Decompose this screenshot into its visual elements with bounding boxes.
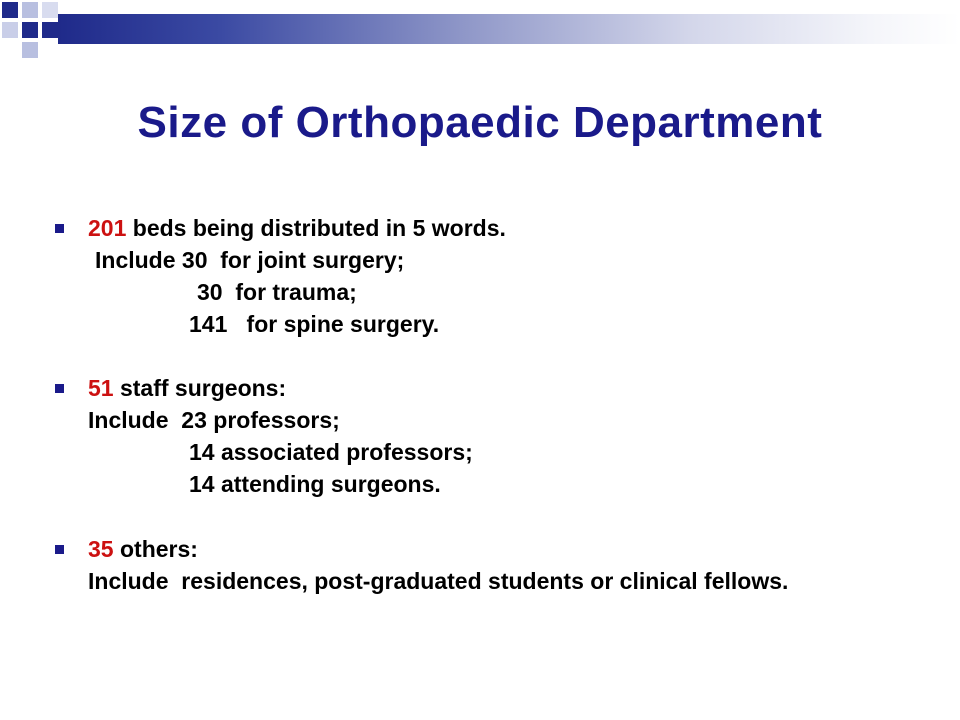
highlight-number: 201 (88, 215, 127, 241)
sub-line: 30 for trauma; (197, 279, 357, 305)
bullet-marker (55, 384, 64, 393)
sub-line: 141 for spine surgery. (189, 311, 440, 337)
bullet-line (88, 373, 286, 403)
bullet-marker (55, 224, 64, 233)
bullet-line (88, 213, 506, 243)
highlight-number: 51 (88, 375, 114, 401)
slide-title: Size of Orthopaedic Department (137, 98, 823, 147)
sub-line: Include 23 professors; (88, 407, 340, 433)
bullet-line (88, 534, 198, 564)
sub-line: 14 attending surgeons. (189, 471, 441, 497)
bullet-marker (55, 545, 64, 554)
bullet-text: beds being distributed in 5 words. (126, 215, 506, 241)
bullet-text: staff surgeons: (113, 375, 287, 401)
highlight-number: 35 (88, 536, 114, 562)
sub-line: 14 associated professors; (189, 439, 473, 465)
sub-line: Include residences, post-graduated students or clinical fellows. (88, 568, 789, 594)
bullet-text: others: (113, 536, 198, 562)
sub-line: Include 30 for joint surgery; (95, 247, 405, 273)
